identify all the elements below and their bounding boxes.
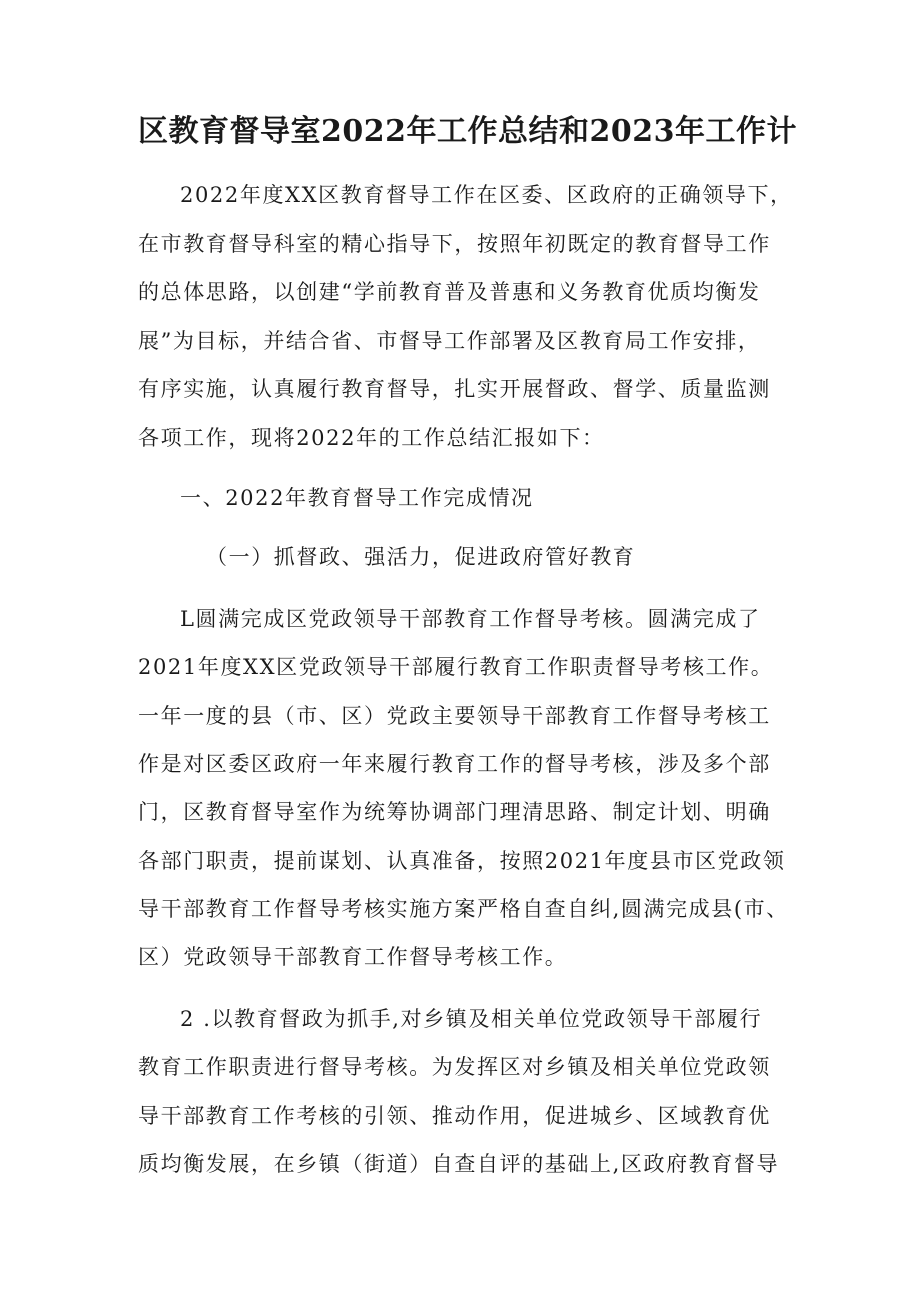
- document-title: 区教育督导室2022年工作总结和2023年工作计: [138, 114, 797, 149]
- item-1-line-8: 区）党政领导干部教育工作督导考核工作。: [138, 945, 568, 969]
- item-1-line-5: 门，区教育督导室作为统筹协调部门理清思路、制定计划、明确: [138, 800, 771, 824]
- paragraph-1-line-1: 2022年度XX区教育督导工作在区委、区政府的正确领导下，: [180, 183, 793, 207]
- section-heading: 一、2022年教育督导工作完成情况: [180, 486, 534, 510]
- paragraph-1-line-5: 有序实施，认真履行教育督导，扎实开展督政、督学、质量监测: [138, 377, 771, 401]
- item-2-line-2: 教育工作职责进行督导考核。为发挥区对乡镇及相关单位党政领: [138, 1055, 771, 1079]
- paragraph-1-line-6: 各项工作，现将2022年的工作总结汇报如下：: [138, 426, 605, 450]
- item-1-line-6: 各部门职责，提前谋划、认真准备，按照2021年度县市区党政领: [138, 849, 786, 873]
- item-2-line-3: 导干部教育工作考核的引领、推动作用，促进城乡、区域教育优: [138, 1104, 771, 1128]
- item-1-line-1: L圆满完成区党政领导干部教育工作督导考核。圆满完成了: [180, 607, 761, 631]
- item-2-line-1: 2 .以教育督政为抓手,对乡镇及相关单位党政领导干部履行: [180, 1007, 763, 1031]
- item-2-line-4: 质均衡发展，在乡镇（街道）自查自评的基础上,区政府教育督导: [138, 1152, 780, 1176]
- paragraph-1-line-2: 在市教育督导科室的精心指导下，按照年初既定的教育督导工作: [138, 232, 771, 256]
- subsection-heading: （一）抓督政、强活力，促进政府管好教育: [206, 545, 636, 569]
- paragraph-1-line-4: 展”为目标，并结合省、市督导工作部署及区教育局工作安排，: [138, 329, 761, 353]
- item-1-line-4: 作是对区委区政府一年来履行教育工作的督导考核，涉及多个部: [138, 752, 771, 776]
- item-1-line-3: 一年一度的县（市、区）党政主要领导干部教育工作督导考核工: [138, 704, 771, 728]
- item-1-line-2: 2021年度XX区党政领导干部履行教育工作职责督导考核工作。: [138, 655, 774, 679]
- paragraph-1-line-3: 的总体思路，以创建“学前教育普及普惠和义务教育优质均衡发: [138, 280, 761, 304]
- item-1-line-7: 导干部教育工作督导考核实施方案严格自查自纠,圆满完成县(市、: [138, 897, 789, 921]
